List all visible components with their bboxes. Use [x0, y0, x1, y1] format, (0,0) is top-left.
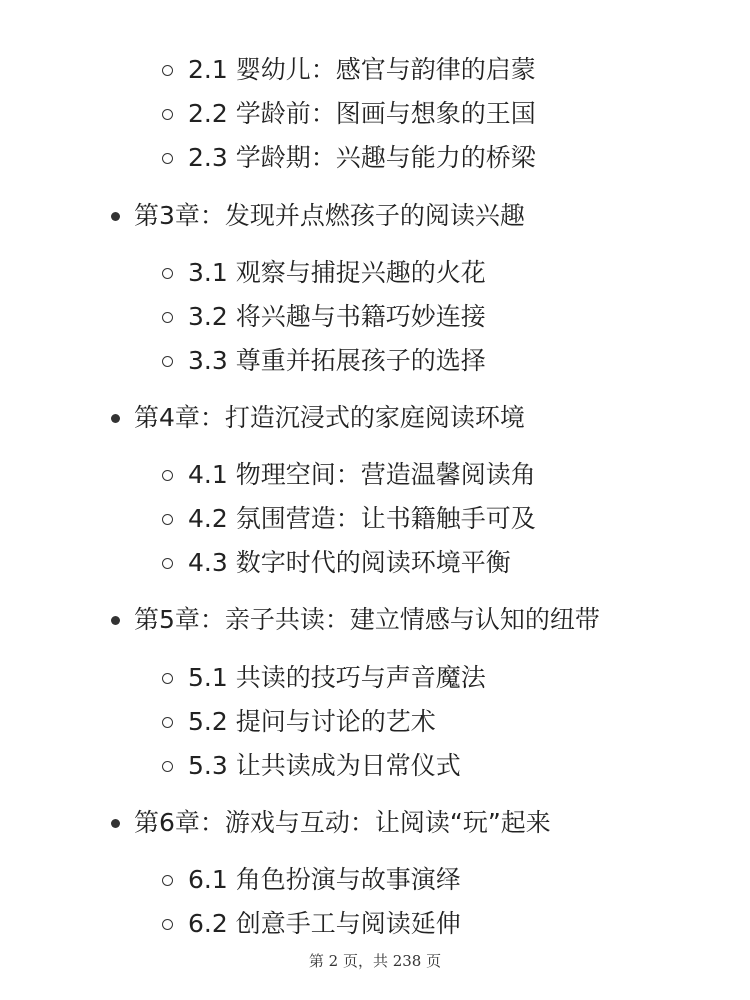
toc-item [162, 253, 486, 293]
circle-bullet-icon [162, 761, 173, 772]
toc-item-text: 3.1 观察与捕捉兴趣的火花 [188, 258, 486, 287]
circle-bullet-icon [162, 673, 173, 684]
circle-bullet-icon [162, 470, 173, 481]
toc-item-text: 5.1 共读的技巧与声音魔法 [188, 663, 486, 692]
toc-item-text: 3.2 将兴趣与书籍巧妙连接 [188, 302, 486, 331]
toc-chapter [111, 398, 525, 438]
disc-bullet-icon [111, 616, 120, 625]
toc-item [162, 702, 436, 742]
circle-bullet-icon [162, 268, 173, 279]
toc-item-text: 4.3 数字时代的阅读环境平衡 [188, 548, 511, 577]
circle-bullet-icon [162, 356, 173, 367]
toc-chapter [111, 803, 551, 843]
disc-bullet-icon [111, 414, 120, 423]
toc-item [162, 50, 536, 90]
toc-chapter [111, 600, 600, 640]
toc-item [162, 455, 536, 495]
toc-chapter-text: 第4章：打造沉浸式的家庭阅读环境 [134, 403, 525, 432]
page-number-footer: 第 2 页，共 238 页 [308, 952, 442, 970]
circle-bullet-icon [162, 153, 173, 164]
toc-chapter-text: 第3章：发现并点燃孩子的阅读兴趣 [134, 201, 525, 230]
toc-item-text: 6.2 创意手工与阅读延伸 [188, 909, 461, 938]
toc-item-text: 3.3 尊重并拓展孩子的选择 [188, 346, 486, 375]
circle-bullet-icon [162, 65, 173, 76]
toc-item-text: 5.3 让共读成为日常仪式 [188, 751, 461, 780]
toc-item [162, 138, 536, 178]
toc-chapter [111, 196, 525, 236]
toc-item [162, 658, 486, 698]
toc-item-text: 4.1 物理空间：营造温馨阅读角 [188, 460, 536, 489]
toc-item [162, 904, 461, 944]
toc-chapter-text: 第6章：游戏与互动：让阅读“玩”起来 [134, 808, 551, 837]
toc-item-text: 6.1 角色扮演与故事演绎 [188, 865, 461, 894]
circle-bullet-icon [162, 717, 173, 728]
toc-item-text: 2.3 学龄期：兴趣与能力的桥梁 [188, 143, 536, 172]
disc-bullet-icon [111, 819, 120, 828]
circle-bullet-icon [162, 312, 173, 323]
circle-bullet-icon [162, 109, 173, 120]
toc-item-text: 2.1 婴幼儿：感官与韵律的启蒙 [188, 55, 536, 84]
circle-bullet-icon [162, 558, 173, 569]
toc-item-text: 2.2 学龄前：图画与想象的王国 [188, 99, 536, 128]
toc-item [162, 543, 511, 583]
circle-bullet-icon [162, 919, 173, 930]
toc-chapter-text: 第5章：亲子共读：建立情感与认知的纽带 [134, 605, 600, 634]
circle-bullet-icon [162, 514, 173, 525]
disc-bullet-icon [111, 212, 120, 221]
toc-item [162, 499, 536, 539]
toc-item [162, 297, 486, 337]
toc-item [162, 94, 536, 134]
toc-item-text: 5.2 提问与讨论的艺术 [188, 707, 436, 736]
toc-item [162, 341, 486, 381]
toc-item [162, 860, 461, 900]
toc-item [162, 746, 461, 786]
circle-bullet-icon [162, 875, 173, 886]
toc-item-text: 4.2 氛围营造：让书籍触手可及 [188, 504, 536, 533]
